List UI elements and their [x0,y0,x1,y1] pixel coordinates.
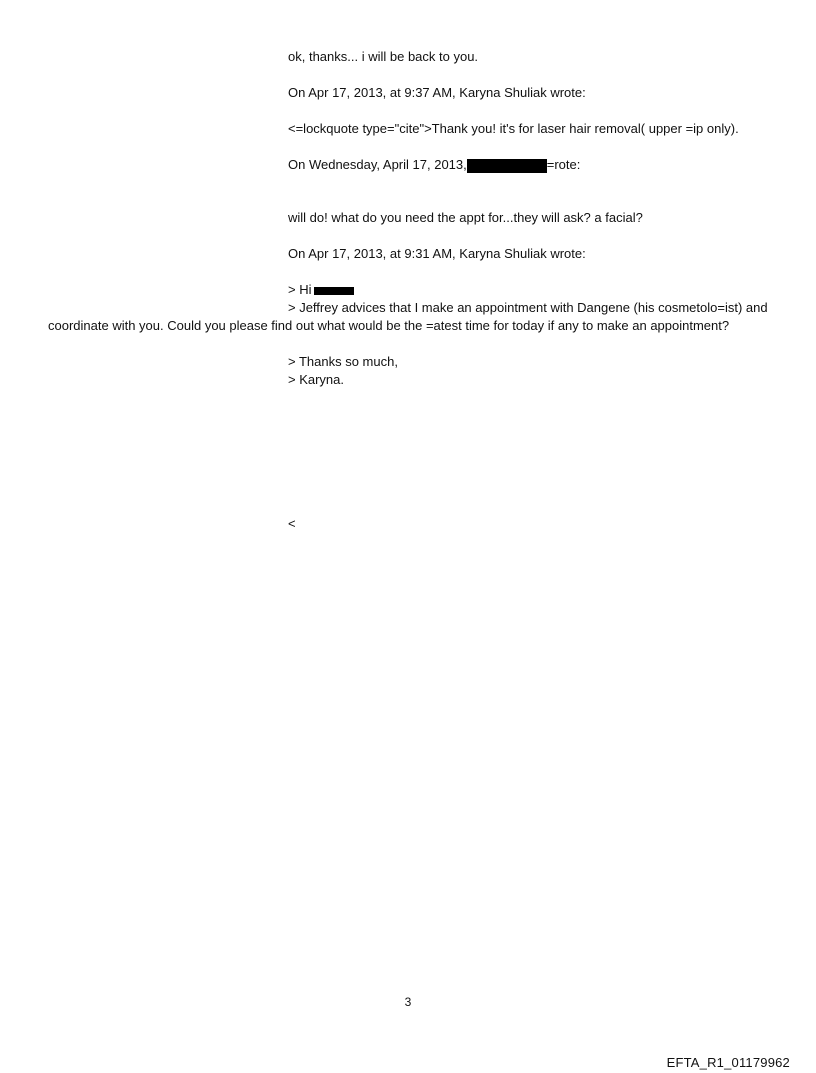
quote-attribution-2 [288,156,580,174]
quote-attribution-1: On Apr 17, 2013, at 9:37 AM, Karyna Shuliak wrote: [288,85,586,100]
attribution-2-prefix: On Wednesday, April 17, 2013, [288,157,467,172]
greeting-prefix: > Hi [288,282,312,297]
bates-number: EFTA_R1_01179962 [666,1055,790,1070]
trailing-character: < [288,516,296,531]
reply-line: ok, thanks... i will be back to you. [288,49,479,64]
redaction-box [314,287,354,295]
question-line: will do! what do you need the appt for...they will ask? a facial? [288,210,643,225]
signature-line: > Karyna. [288,372,345,387]
greeting-line [288,281,354,299]
page-number: 3 [404,995,412,1009]
quote-attribution-3: On Apr 17, 2013, at 9:31 AM, Karyna Shuliak wrote: [288,246,586,261]
redaction-box [467,159,547,173]
thanks-line: > Thanks so much, [288,354,398,369]
blockquote-line: <=lockquote type="cite">Thank you! it's for laser hair removal( upper =ip only). [288,121,739,136]
attribution-2-suffix: =rote: [546,157,581,172]
request-paragraph: > Jeffrey advices that I make an appointment with Dangene (his cosmetolo=ist) and coordinate with you. Could you please find out what would be the =atest time for today if any to make an appointment? [48,300,768,333]
